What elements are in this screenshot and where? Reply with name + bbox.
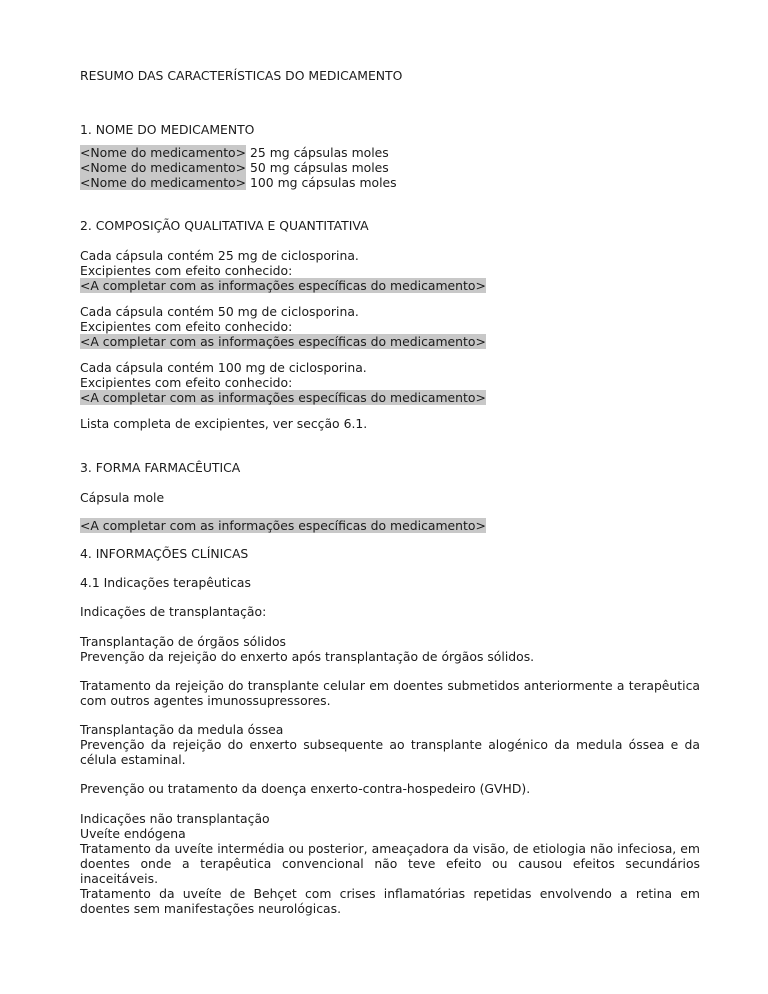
product-name-row — [80, 160, 389, 175]
section-2-heading: 2. COMPOSIÇÃO QUALITATIVA E QUANTITATIVA — [80, 218, 369, 233]
section-4-heading: 4. INFORMAÇÕES CLÍNICAS — [80, 546, 249, 561]
placeholder-text: <A completar com as informações específicas do medicamento> — [80, 334, 486, 349]
composition-content: Cada cápsula contém 50 mg de ciclosporina. — [80, 304, 359, 319]
section-1-heading: 1. NOME DO MEDICAMENTO — [80, 122, 255, 137]
transplant-indications-label: Indicações de transplantação: — [80, 604, 267, 619]
excipients-placeholder — [80, 278, 486, 293]
cellular-rejection-text: Tratamento da rejeição do transplante celular em doentes submetidos anteriormente a terapêutica com outros agentes imunossupressores. — [80, 678, 700, 708]
behcet-text: Tratamento da uveíte de Behçet com crises inflamatórias repetidas envolvendo a retina em doentes sem manifestações neurológicas. — [80, 886, 700, 916]
product-name-row — [80, 175, 397, 190]
excipients-list-reference: Lista completa de excipientes, ver secção 6.1. — [80, 416, 368, 431]
composition-content: Cada cápsula contém 100 mg de ciclosporina. — [80, 360, 367, 375]
uveitis-text: Tratamento da uveíte intermédia ou posterior, ameaçadora da visão, de etiologia não infeciosa, em doentes onde a terapêutica convencional não teve efeito ou causou efeitos secundários inaceitáveis. — [80, 841, 700, 886]
composition-content: Cada cápsula contém 25 mg de ciclosporina. — [80, 248, 359, 263]
solid-organ-title: Transplantação de órgãos sólidos — [80, 634, 287, 649]
product-strength: 25 mg cápsulas moles — [249, 145, 389, 160]
placeholder-text: <A completar com as informações específicas do medicamento> — [80, 278, 486, 293]
product-name-placeholder: <Nome do medicamento> — [80, 145, 247, 160]
product-name-row — [80, 145, 389, 160]
section-3-heading: 3. FORMA FARMACÊUTICA — [80, 460, 241, 475]
gvhd-text: Prevenção ou tratamento da doença enxerto-contra-hospedeiro (GVHD). — [80, 781, 531, 796]
document-title: RESUMO DAS CARACTERÍSTICAS DO MEDICAMENTO — [80, 68, 403, 83]
bone-marrow-text: Prevenção da rejeição do enxerto subsequente ao transplante alogénico da medula óssea e da célula estaminal. — [80, 737, 700, 767]
form-placeholder — [80, 518, 486, 533]
product-strength: 50 mg cápsulas moles — [249, 160, 389, 175]
excipients-label: Excipientes com efeito conhecido: — [80, 375, 293, 390]
non-transplant-label: Indicações não transplantação — [80, 811, 270, 826]
solid-organ-text: Prevenção da rejeição do enxerto após transplantação de órgãos sólidos. — [80, 649, 535, 664]
product-name-placeholder: <Nome do medicamento> — [80, 160, 247, 175]
excipients-label: Excipientes com efeito conhecido: — [80, 263, 293, 278]
placeholder-text: <A completar com as informações específicas do medicamento> — [80, 518, 486, 533]
product-name-placeholder: <Nome do medicamento> — [80, 175, 247, 190]
bone-marrow-title: Transplantação da medula óssea — [80, 722, 284, 737]
excipients-label: Excipientes com efeito conhecido: — [80, 319, 293, 334]
uveitis-title: Uveíte endógena — [80, 826, 186, 841]
product-strength: 100 mg cápsulas moles — [249, 175, 397, 190]
excipients-placeholder — [80, 334, 486, 349]
placeholder-text: <A completar com as informações específicas do medicamento> — [80, 390, 486, 405]
excipients-placeholder — [80, 390, 486, 405]
pharmaceutical-form: Cápsula mole — [80, 490, 165, 505]
section-4-1-heading: 4.1 Indicações terapêuticas — [80, 575, 251, 590]
